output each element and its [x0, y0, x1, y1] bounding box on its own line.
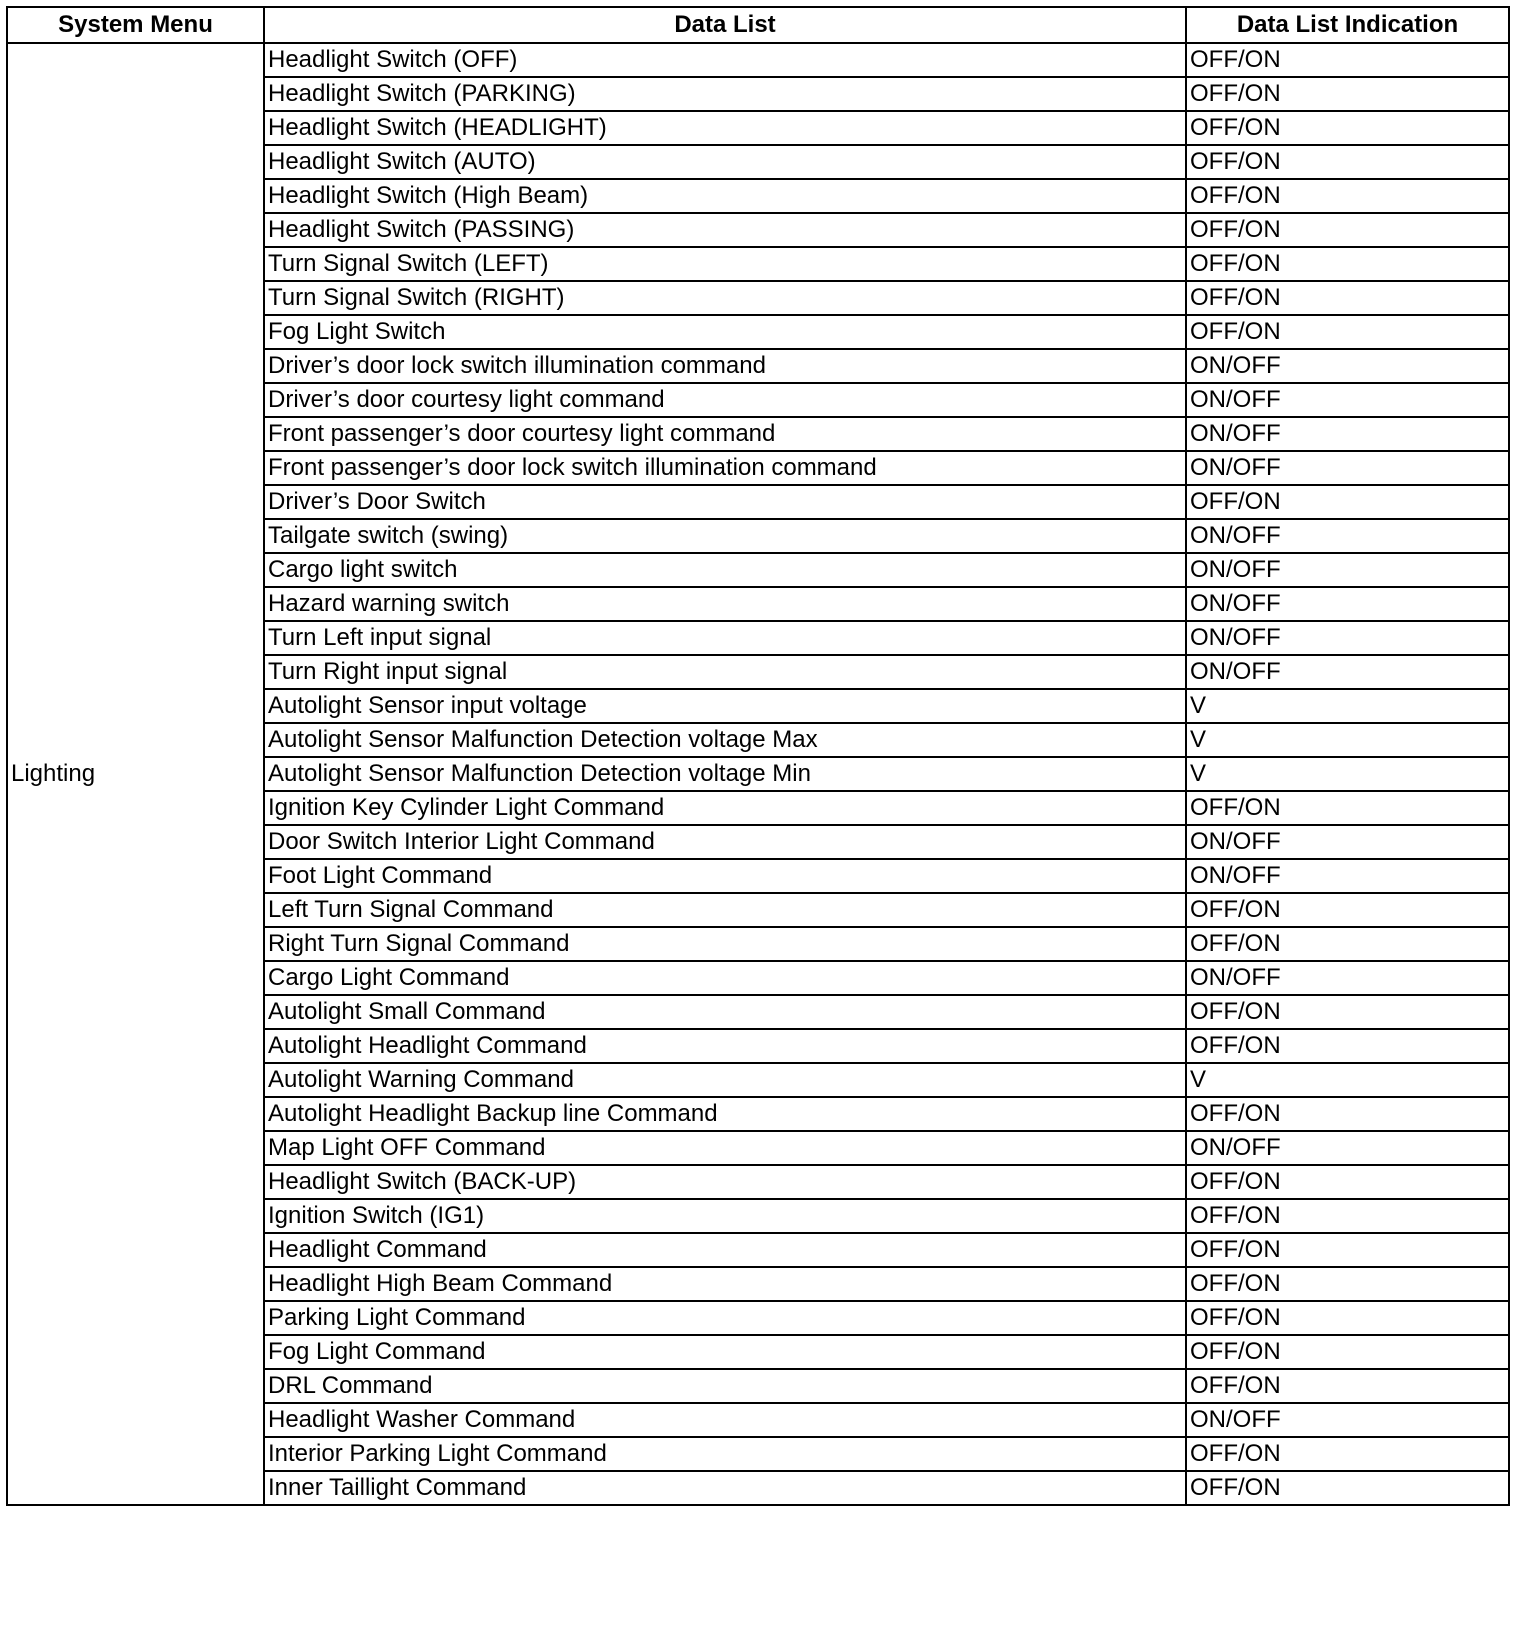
header-system-menu: System Menu [7, 7, 264, 43]
data-list-item: Headlight Switch (PASSING) [264, 213, 1186, 247]
data-list-indication: OFF/ON [1186, 213, 1509, 247]
data-list-indication: OFF/ON [1186, 77, 1509, 111]
data-list-item: Headlight Switch (High Beam) [264, 179, 1186, 213]
data-list-item: Driver’s door lock switch illumination command [264, 349, 1186, 383]
data-list-item: Driver’s door courtesy light command [264, 383, 1186, 417]
data-list-item: Turn Left input signal [264, 621, 1186, 655]
data-list-item: Turn Signal Switch (LEFT) [264, 247, 1186, 281]
data-list-indication: OFF/ON [1186, 43, 1509, 77]
data-list-indication: OFF/ON [1186, 485, 1509, 519]
data-list-item: Headlight Switch (AUTO) [264, 145, 1186, 179]
data-list-indication: OFF/ON [1186, 1267, 1509, 1301]
data-list-item: Autolight Small Command [264, 995, 1186, 1029]
data-list-item: Driver’s Door Switch [264, 485, 1186, 519]
header-data-list: Data List [264, 7, 1186, 43]
data-list-indication: OFF/ON [1186, 1029, 1509, 1063]
data-list-indication: ON/OFF [1186, 383, 1509, 417]
data-list-item: Hazard warning switch [264, 587, 1186, 621]
data-list-indication: V [1186, 1063, 1509, 1097]
table-row [7, 43, 1509, 77]
data-list-item: Autolight Sensor Malfunction Detection voltage Min [264, 757, 1186, 791]
data-list-item: Front passenger’s door courtesy light command [264, 417, 1186, 451]
data-list-item: Headlight High Beam Command [264, 1267, 1186, 1301]
data-list-item: Inner Taillight Command [264, 1471, 1186, 1505]
data-list-indication: OFF/ON [1186, 1301, 1509, 1335]
data-list-table [6, 6, 1510, 1506]
data-list-indication: ON/OFF [1186, 587, 1509, 621]
data-list-indication: OFF/ON [1186, 1233, 1509, 1267]
data-list-indication: ON/OFF [1186, 1403, 1509, 1437]
data-list-item: Headlight Switch (HEADLIGHT) [264, 111, 1186, 145]
data-list-indication: OFF/ON [1186, 791, 1509, 825]
data-list-indication: OFF/ON [1186, 927, 1509, 961]
data-list-item: Tailgate switch (swing) [264, 519, 1186, 553]
data-list-indication: ON/OFF [1186, 825, 1509, 859]
data-list-indication: V [1186, 689, 1509, 723]
data-list-indication: OFF/ON [1186, 315, 1509, 349]
data-list-item: Headlight Washer Command [264, 1403, 1186, 1437]
data-list-item: Left Turn Signal Command [264, 893, 1186, 927]
data-list-item: Headlight Switch (BACK-UP) [264, 1165, 1186, 1199]
data-list-item: Autolight Headlight Command [264, 1029, 1186, 1063]
data-list-indication: OFF/ON [1186, 893, 1509, 927]
data-list-indication: ON/OFF [1186, 553, 1509, 587]
data-list-indication: OFF/ON [1186, 281, 1509, 315]
data-list-indication: OFF/ON [1186, 1369, 1509, 1403]
data-list-item: Right Turn Signal Command [264, 927, 1186, 961]
data-list-indication: OFF/ON [1186, 247, 1509, 281]
data-list-item: Autolight Sensor Malfunction Detection voltage Max [264, 723, 1186, 757]
data-list-indication: ON/OFF [1186, 655, 1509, 689]
data-list-item: Front passenger’s door lock switch illumination command [264, 451, 1186, 485]
data-list-indication: ON/OFF [1186, 349, 1509, 383]
data-list-indication: V [1186, 757, 1509, 791]
data-list-indication: ON/OFF [1186, 1131, 1509, 1165]
data-list-indication: OFF/ON [1186, 995, 1509, 1029]
header-data-list-indication: Data List Indication [1186, 7, 1509, 43]
data-list-item: Turn Signal Switch (RIGHT) [264, 281, 1186, 315]
data-list-indication: ON/OFF [1186, 519, 1509, 553]
data-list-item: Map Light OFF Command [264, 1131, 1186, 1165]
data-list-indication: ON/OFF [1186, 451, 1509, 485]
data-list-item: Door Switch Interior Light Command [264, 825, 1186, 859]
data-list-item: Interior Parking Light Command [264, 1437, 1186, 1471]
data-list-item: Cargo light switch [264, 553, 1186, 587]
data-list-indication: OFF/ON [1186, 1471, 1509, 1505]
data-list-item: Fog Light Switch [264, 315, 1186, 349]
data-list-item: DRL Command [264, 1369, 1186, 1403]
data-list-indication: OFF/ON [1186, 1097, 1509, 1131]
data-list-item: Headlight Switch (OFF) [264, 43, 1186, 77]
table-body [7, 43, 1509, 1505]
data-list-item: Turn Right input signal [264, 655, 1186, 689]
data-list-item: Headlight Switch (PARKING) [264, 77, 1186, 111]
data-list-item: Autolight Warning Command [264, 1063, 1186, 1097]
data-list-item: Cargo Light Command [264, 961, 1186, 995]
data-list-item: Ignition Key Cylinder Light Command [264, 791, 1186, 825]
data-list-indication: V [1186, 723, 1509, 757]
data-list-item: Headlight Command [264, 1233, 1186, 1267]
system-menu-cell: Lighting [7, 43, 264, 1505]
data-list-indication: OFF/ON [1186, 1335, 1509, 1369]
data-list-indication: OFF/ON [1186, 111, 1509, 145]
data-list-item: Foot Light Command [264, 859, 1186, 893]
data-list-item: Ignition Switch (IG1) [264, 1199, 1186, 1233]
data-list-sheet [6, 6, 1508, 1506]
data-list-indication: ON/OFF [1186, 417, 1509, 451]
data-list-item: Autolight Headlight Backup line Command [264, 1097, 1186, 1131]
data-list-indication: ON/OFF [1186, 621, 1509, 655]
data-list-indication: ON/OFF [1186, 961, 1509, 995]
data-list-indication: OFF/ON [1186, 179, 1509, 213]
data-list-indication: ON/OFF [1186, 859, 1509, 893]
data-list-indication: OFF/ON [1186, 145, 1509, 179]
data-list-item: Fog Light Command [264, 1335, 1186, 1369]
data-list-indication: OFF/ON [1186, 1437, 1509, 1471]
header-row [7, 7, 1509, 43]
data-list-item: Autolight Sensor input voltage [264, 689, 1186, 723]
data-list-indication: OFF/ON [1186, 1199, 1509, 1233]
data-list-item: Parking Light Command [264, 1301, 1186, 1335]
data-list-indication: OFF/ON [1186, 1165, 1509, 1199]
